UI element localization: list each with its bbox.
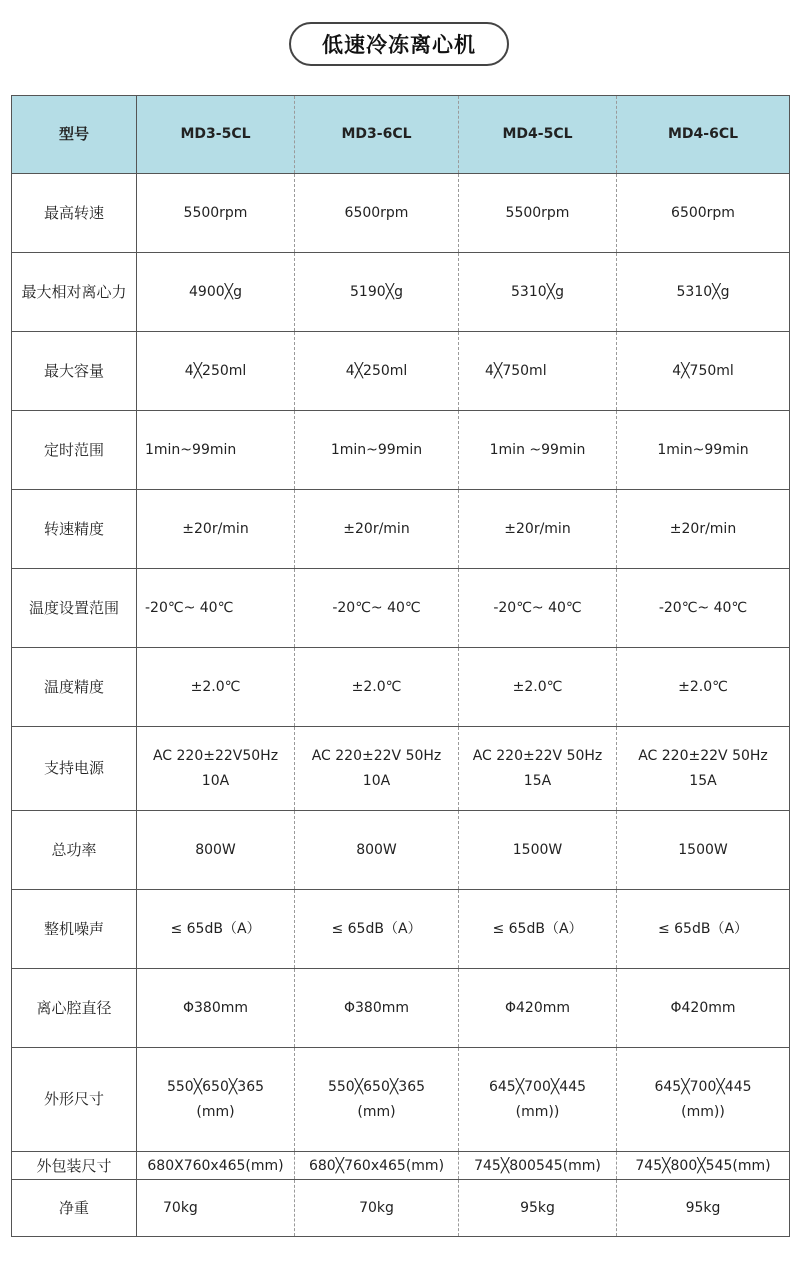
spec-value: -20℃~ 40℃	[295, 569, 459, 648]
spec-value: ≤ 65dB（A）	[295, 890, 459, 969]
spec-value-line: AC 220±22V50Hz	[152, 747, 279, 764]
spec-value-line: (mm)	[357, 1103, 396, 1120]
spec-value: ±2.0℃	[459, 648, 617, 727]
spec-value: Φ420mm	[459, 969, 617, 1048]
spec-value: ±20r/min	[137, 490, 295, 569]
spec-value: 4900╳g	[137, 253, 295, 332]
spec-value: 1500W	[617, 811, 790, 890]
spec-value: 4╳750ml	[617, 332, 790, 411]
spec-value: 1min~99min	[295, 411, 459, 490]
row-label: 总功率	[12, 811, 137, 890]
row-label: 转速精度	[12, 490, 137, 569]
spec-value	[137, 727, 295, 811]
spec-value: 4╳750ml	[459, 332, 617, 411]
spec-value: 4╳250ml	[295, 332, 459, 411]
spec-row-total-power	[12, 811, 790, 890]
spec-value: ±20r/min	[459, 490, 617, 569]
spec-value: 5500rpm	[459, 174, 617, 253]
spec-value: 800W	[137, 811, 295, 890]
spec-row-noise	[12, 890, 790, 969]
spec-value: -20℃~ 40℃	[459, 569, 617, 648]
spec-value	[137, 1048, 295, 1152]
spec-value: ±2.0℃	[295, 648, 459, 727]
spec-value	[617, 727, 790, 811]
spec-value: -20℃~ 40℃	[617, 569, 790, 648]
spec-value: 1min~99min	[137, 411, 295, 490]
header-label: 型号	[12, 96, 137, 174]
spec-value: 1500W	[459, 811, 617, 890]
model-header: MD3-6CL	[295, 96, 459, 174]
row-label: 定时范围	[12, 411, 137, 490]
spec-value: Φ380mm	[295, 969, 459, 1048]
spec-value-line: AC 220±22V 50Hz	[472, 747, 603, 764]
spec-value: Φ420mm	[617, 969, 790, 1048]
spec-value: ±2.0℃	[617, 648, 790, 727]
row-label: 整机噪声	[12, 890, 137, 969]
spec-row-net-weight	[12, 1180, 790, 1237]
spec-value: 70kg	[137, 1180, 295, 1237]
spec-value: 6500rpm	[617, 174, 790, 253]
spec-value: 5310╳g	[617, 253, 790, 332]
spec-value: 745╳800545(mm)	[459, 1152, 617, 1180]
model-header: MD3-5CL	[137, 96, 295, 174]
row-label: 外包装尺寸	[12, 1152, 137, 1180]
spec-row-max-capacity	[12, 332, 790, 411]
spec-row-dimensions	[12, 1048, 790, 1152]
row-label: 支持电源	[12, 727, 137, 811]
spec-value: 70kg	[295, 1180, 459, 1237]
spec-value: ±20r/min	[295, 490, 459, 569]
spec-value-line: (mm))	[515, 1103, 560, 1120]
row-label: 最高转速	[12, 174, 137, 253]
spec-value	[459, 727, 617, 811]
spec-value-line: AC 220±22V 50Hz	[311, 747, 442, 764]
spec-value-line: 15A	[689, 772, 717, 789]
spec-value	[295, 727, 459, 811]
spec-value-line: 15A	[523, 772, 552, 789]
model-header: MD4-6CL	[617, 96, 790, 174]
spec-value: ±20r/min	[617, 490, 790, 569]
row-label: 最大相对离心力	[12, 253, 137, 332]
spec-value	[295, 1048, 459, 1152]
row-label: 温度设置范围	[12, 569, 137, 648]
spec-row-temp-range	[12, 569, 790, 648]
spec-value-line: 645╳700╳445	[488, 1078, 587, 1095]
spec-value	[617, 1048, 790, 1152]
spec-value: 95kg	[617, 1180, 790, 1237]
spec-row-chamber-diameter	[12, 969, 790, 1048]
spec-value-line: 10A	[362, 772, 391, 789]
row-label: 净重	[12, 1180, 137, 1237]
row-label: 温度精度	[12, 648, 137, 727]
model-header: MD4-5CL	[459, 96, 617, 174]
spec-row-power-supply	[12, 727, 790, 811]
spec-value-line: (mm)	[196, 1103, 235, 1120]
row-label: 最大容量	[12, 332, 137, 411]
spec-value: 745╳800╳545(mm)	[617, 1152, 790, 1180]
spec-value: 1min~99min	[617, 411, 790, 490]
spec-value: 5500rpm	[137, 174, 295, 253]
header-row	[12, 96, 790, 174]
spec-value: ±2.0℃	[137, 648, 295, 727]
spec-value: 6500rpm	[295, 174, 459, 253]
spec-value: ≤ 65dB（A）	[617, 890, 790, 969]
spec-value: ≤ 65dB（A）	[137, 890, 295, 969]
row-label: 外形尺寸	[12, 1048, 137, 1152]
spec-row-max-speed	[12, 174, 790, 253]
spec-value: 5190╳g	[295, 253, 459, 332]
spec-row-speed-accuracy	[12, 490, 790, 569]
spec-table	[11, 95, 790, 1237]
row-label: 离心腔直径	[12, 969, 137, 1048]
spec-value-line: 550╳650╳365	[327, 1078, 426, 1095]
spec-value: 680╳760x465(mm)	[295, 1152, 459, 1180]
spec-value: Φ380mm	[137, 969, 295, 1048]
spec-value-line: (mm))	[681, 1103, 725, 1120]
page-title: 低速冷冻离心机	[289, 22, 509, 66]
spec-value: 680X760x465(mm)	[137, 1152, 295, 1180]
spec-value: 5310╳g	[459, 253, 617, 332]
spec-value: 1min ~99min	[459, 411, 617, 490]
spec-value-line: 550╳650╳365	[166, 1078, 265, 1095]
spec-value: ≤ 65dB（A）	[459, 890, 617, 969]
spec-value: 95kg	[459, 1180, 617, 1237]
spec-row-package-size	[12, 1152, 790, 1180]
spec-value-line: 10A	[201, 772, 230, 789]
spec-value: 800W	[295, 811, 459, 890]
spec-value: 4╳250ml	[137, 332, 295, 411]
spec-value	[459, 1048, 617, 1152]
spec-row-timer-range	[12, 411, 790, 490]
spec-row-max-rcf	[12, 253, 790, 332]
spec-value-line: 645╳700╳445	[654, 1078, 752, 1095]
spec-row-temp-accuracy	[12, 648, 790, 727]
spec-value-line: AC 220±22V 50Hz	[638, 747, 768, 764]
spec-value: -20℃~ 40℃	[137, 569, 295, 648]
